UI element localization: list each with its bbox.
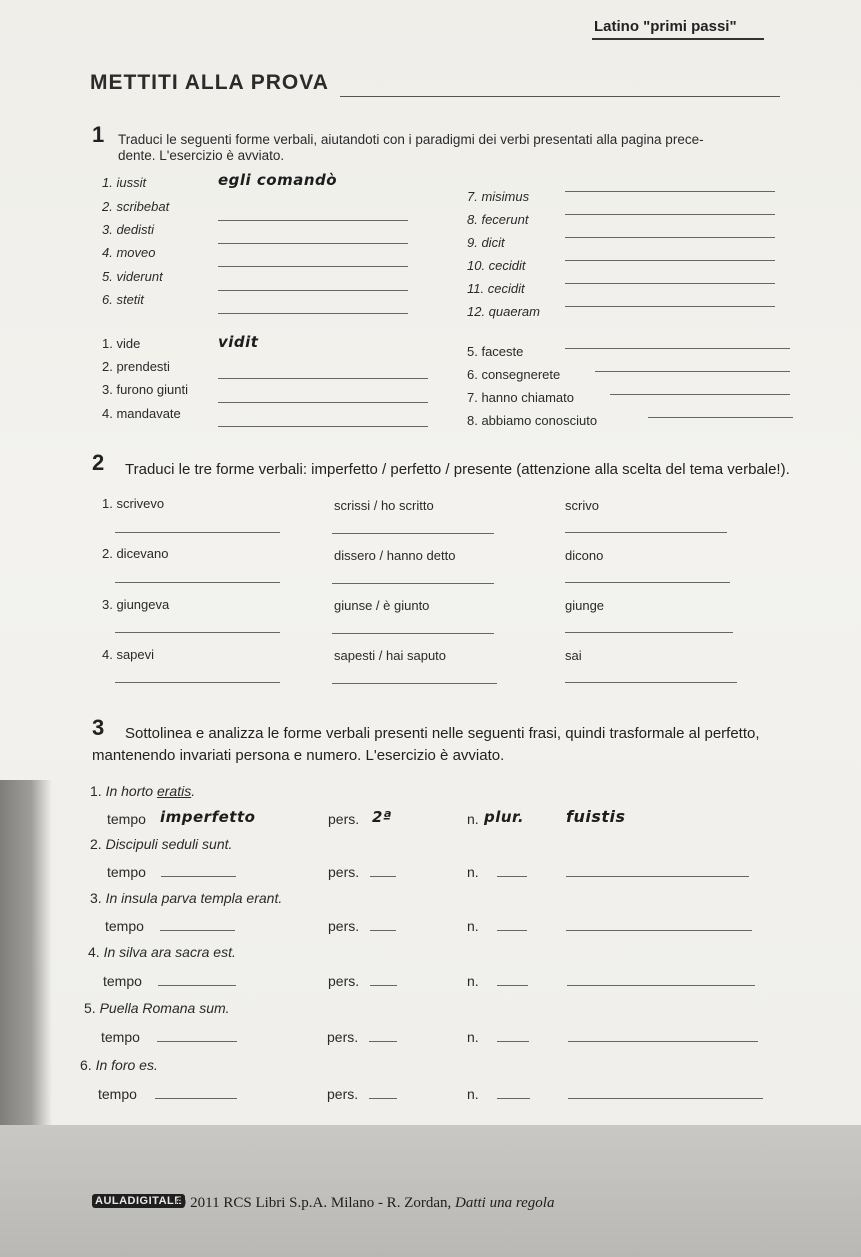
italian-item-3: 3. furono giunti	[102, 382, 189, 397]
latin-item-1: 1. iussit	[102, 175, 147, 190]
latin-item-9: 9. dicit	[467, 235, 505, 250]
ex3-sentence-2: 2. Discipuli seduli sunt.	[90, 836, 233, 852]
pers-answer-1: 2ª	[372, 808, 392, 826]
exercise-3-number: 3	[92, 715, 105, 740]
copyright-footer: © 2011 RCS Libri S.p.A. Milano - R. Zordan, Datti una regola	[175, 1195, 555, 1211]
answer-line[interactable]	[565, 348, 790, 349]
italian-item-5: 5. faceste	[467, 344, 524, 359]
tempo-label: tempo	[98, 1086, 137, 1102]
ex2-presente-4: sai	[565, 648, 582, 663]
ex3-sentence-3: 3. In insula parva templa erant.	[90, 890, 283, 906]
latin-item-2: 2. scribebat	[102, 199, 170, 214]
answer-line[interactable]	[218, 290, 408, 291]
italian-item-8: 8. abbiamo conosciuto	[467, 413, 598, 428]
answer-line[interactable]	[565, 532, 727, 533]
answer-line[interactable]	[497, 930, 527, 931]
ex3-sentence-1: 1. In horto eratis.	[90, 783, 196, 799]
tempo-label: tempo	[107, 811, 146, 827]
ex2-imperfetto-1: 1. scrivevo	[102, 496, 165, 511]
answer-line[interactable]	[218, 426, 428, 427]
answer-line[interactable]	[115, 632, 280, 633]
answer-line[interactable]	[565, 214, 775, 215]
header-underline	[592, 38, 764, 40]
tempo-label: tempo	[101, 1029, 140, 1045]
example-answer-1: egli comandò	[218, 171, 338, 189]
answer-line[interactable]	[497, 1098, 530, 1099]
answer-line[interactable]	[610, 394, 790, 395]
answer-line[interactable]	[370, 985, 397, 986]
n-label: n.	[467, 864, 479, 880]
italian-item-1: 1. vide	[102, 336, 141, 351]
ex3-sentence-6: 6. In foro es.	[80, 1057, 158, 1073]
ex2-imperfetto-4: 4. sapevi	[102, 647, 155, 662]
answer-line[interactable]	[565, 260, 775, 261]
latin-item-7: 7. misimus	[467, 189, 530, 204]
answer-line[interactable]	[565, 237, 775, 238]
answer-line[interactable]	[332, 633, 494, 634]
answer-line[interactable]	[115, 532, 280, 533]
answer-line[interactable]	[369, 1098, 397, 1099]
answer-line[interactable]	[565, 582, 730, 583]
answer-line[interactable]	[218, 266, 408, 267]
italian-item-2: 2. prendesti	[102, 359, 170, 374]
answer-line[interactable]	[218, 313, 408, 314]
answer-line[interactable]	[648, 417, 793, 418]
n-label: n.	[467, 1086, 479, 1102]
latin-item-5: 5. viderunt	[102, 269, 163, 284]
answer-line[interactable]	[497, 876, 527, 877]
answer-line[interactable]	[157, 1041, 237, 1042]
ex2-perfetto-1: scrissi / ho scritto	[334, 498, 434, 513]
ex2-imperfetto-2: 2. dicevano	[102, 546, 169, 561]
pers-label: pers.	[328, 973, 360, 989]
latin-item-3: 3. dedisti	[102, 222, 155, 237]
ex2-perfetto-2: dissero / hanno detto	[334, 548, 456, 563]
n-label: n.	[467, 811, 479, 827]
latin-item-10: 10. cecidit	[467, 258, 526, 273]
answer-line[interactable]	[218, 402, 428, 403]
latin-item-11: 11. cecidit	[467, 281, 525, 296]
exercise-1-instruction-cont: dente. L'esercizio è avviato.	[118, 148, 285, 163]
italian-item-6: 6. consegnerete	[467, 367, 561, 382]
pers-label: pers.	[327, 1029, 359, 1045]
answer-line[interactable]	[370, 930, 396, 931]
ex2-presente-2: dicono	[565, 548, 604, 563]
answer-line[interactable]	[218, 220, 408, 221]
answer-line[interactable]	[218, 378, 428, 379]
answer-line[interactable]	[332, 583, 494, 584]
answer-line[interactable]	[115, 582, 280, 583]
ex2-presente-1: scrivo	[565, 498, 599, 513]
answer-line[interactable]	[565, 632, 733, 633]
ex2-perfetto-3: giunse / è giunto	[334, 598, 430, 613]
section-divider	[340, 96, 780, 97]
answer-line[interactable]	[158, 985, 236, 986]
exercise-1-number: 1	[92, 122, 105, 147]
answer-line[interactable]	[332, 683, 497, 684]
exercise-3-instruction-cont: mantenendo invariati persona e numero. L'esercizio è avviato.	[92, 747, 505, 764]
ex2-imperfetto-3: 3. giungeva	[102, 597, 170, 612]
answer-line[interactable]	[497, 1041, 529, 1042]
tempo-label: tempo	[103, 973, 142, 989]
tempo-answer-1: imperfetto	[160, 808, 256, 826]
ex3-sentence-4: 4. In silva ara sacra est.	[88, 944, 236, 960]
page-header-title: Latino "primi passi"	[594, 18, 737, 35]
n-label: n.	[467, 973, 479, 989]
answer-line[interactable]	[370, 876, 396, 877]
example-answer-2: vidit	[218, 333, 259, 351]
n-label: n.	[467, 918, 479, 934]
pers-label: pers.	[328, 864, 360, 880]
latin-item-6: 6. stetit	[102, 292, 144, 307]
pers-label: pers.	[328, 811, 360, 827]
answer-line[interactable]	[566, 930, 752, 931]
latin-item-4: 4. moveo	[102, 245, 156, 260]
exercise-3-instruction: Sottolinea e analizza le forme verbali presenti nelle seguenti frasi, quindi trasformale al perfetto,	[125, 725, 760, 742]
answer-line[interactable]	[369, 1041, 397, 1042]
section-title: METTITI ALLA PROVA	[90, 71, 329, 94]
answer-line[interactable]	[567, 985, 755, 986]
answer-line[interactable]	[595, 371, 790, 372]
pers-label: pers.	[328, 918, 360, 934]
answer-line[interactable]	[115, 682, 280, 683]
ex2-presente-3: giunge	[565, 598, 605, 613]
auladigitale-logo: AULADIGITALE	[92, 1194, 185, 1208]
exercise-2-number: 2	[92, 450, 105, 475]
tempo-label: tempo	[105, 918, 144, 934]
answer-line[interactable]	[565, 283, 775, 284]
answer-line[interactable]	[565, 191, 775, 192]
n-label: n.	[467, 1029, 479, 1045]
answer-line[interactable]	[155, 1098, 237, 1099]
exercise-1-instruction: Traduci le seguenti forme verbali, aiutandoti con i paradigmi dei verbi presentati alla pagina prece-	[118, 132, 704, 147]
answer-line[interactable]	[568, 1041, 758, 1042]
answer-line[interactable]	[568, 1098, 763, 1099]
answer-line[interactable]	[332, 533, 494, 534]
perfect-answer-1: fuistis	[566, 807, 626, 826]
ex2-perfetto-4: sapesti / hai saputo	[334, 648, 447, 663]
answer-line[interactable]	[566, 876, 749, 877]
latin-item-8: 8. fecerunt	[467, 212, 529, 227]
exercise-2-instruction: Traduci le tre forme verbali: imperfetto / perfetto / presente (attenzione alla scelta del tema verbale!).	[125, 461, 790, 478]
answer-line[interactable]	[160, 930, 235, 931]
answer-line[interactable]	[161, 876, 236, 877]
pers-label: pers.	[327, 1086, 359, 1102]
answer-line[interactable]	[565, 682, 737, 683]
latin-item-12: 12. quaeram	[467, 304, 540, 319]
tempo-label: tempo	[107, 864, 146, 880]
answer-line[interactable]	[497, 985, 528, 986]
answer-line[interactable]	[218, 243, 408, 244]
ex3-sentence-5: 5. Puella Romana sum.	[84, 1000, 230, 1016]
n-answer-1: plur.	[484, 808, 525, 826]
italian-item-7: 7. hanno chiamato	[467, 390, 574, 405]
italian-item-4: 4. mandavate	[102, 406, 181, 421]
answer-line[interactable]	[565, 306, 775, 307]
page-bottom-margin	[0, 1125, 861, 1257]
